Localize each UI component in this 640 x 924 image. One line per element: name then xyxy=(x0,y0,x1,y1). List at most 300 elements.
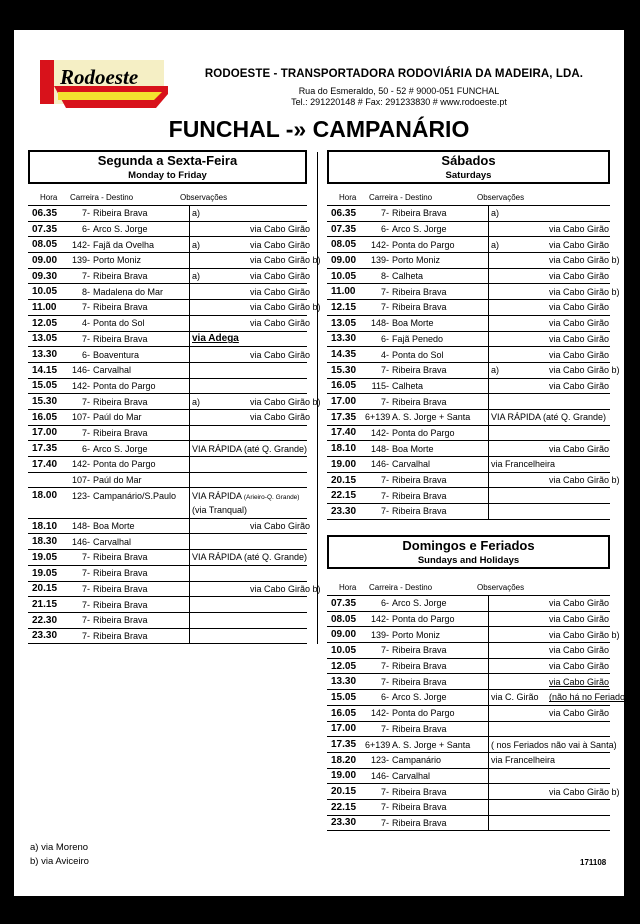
via-note: via Cabo Girão xyxy=(549,643,610,659)
departure-time: 17.00 xyxy=(327,721,365,737)
destination xyxy=(93,503,190,518)
destination: A. S. Jorge + Santa xyxy=(392,737,489,753)
departure-time: 13.30 xyxy=(327,674,365,690)
observation-text: via C. Girão xyxy=(491,692,539,703)
route-number: 7- xyxy=(66,394,93,410)
via-note: via Cabo Girão b) xyxy=(250,394,307,410)
observation-text: via Francelheira xyxy=(491,459,556,470)
table-row xyxy=(327,504,610,520)
via-note: via Cabo Girão b) xyxy=(250,253,307,269)
table-row xyxy=(28,581,307,597)
via-note: via Cabo Girão b) xyxy=(549,253,610,269)
destination: Madalena do Mar xyxy=(93,284,190,300)
route-number: 7- xyxy=(365,784,392,800)
departure-time: 23.30 xyxy=(327,504,365,520)
table-row xyxy=(28,409,307,425)
destination: Ponta do Pargo xyxy=(392,425,489,441)
saturdays-label: Sábados xyxy=(441,153,496,168)
route-number: 7- xyxy=(365,362,392,378)
via-note: via Cabo Girão xyxy=(250,518,307,534)
table-row xyxy=(327,643,610,659)
observation xyxy=(489,441,550,457)
observation xyxy=(489,737,617,753)
via-note xyxy=(250,457,307,473)
destination: Ribeira Brava xyxy=(392,504,489,520)
destination: Ribeira Brava xyxy=(392,362,489,378)
table-row xyxy=(327,611,610,627)
route-number: 7- xyxy=(66,612,93,628)
observation xyxy=(190,237,251,253)
departure-time: 15.05 xyxy=(28,378,66,394)
departure-time: 22.15 xyxy=(327,799,365,815)
departure-time: 16.05 xyxy=(327,378,365,394)
observation xyxy=(190,425,251,441)
observation xyxy=(190,253,251,269)
via-note xyxy=(549,799,610,815)
departure-time: 13.05 xyxy=(28,331,66,347)
departure-time: 17.00 xyxy=(28,425,66,441)
destination: Ribeira Brava xyxy=(392,784,489,800)
via-note xyxy=(549,504,610,520)
route-number: 7- xyxy=(66,300,93,316)
table-row xyxy=(327,674,610,690)
document-code: 171108 xyxy=(580,858,607,867)
weekdays-label-en: Monday to Friday xyxy=(128,170,207,181)
via-note xyxy=(549,721,610,737)
departure-time: 11.00 xyxy=(28,300,66,316)
destination: Boa Morte xyxy=(93,518,190,534)
destination: Arco S. Jorge xyxy=(392,690,489,706)
destination: Boaventura xyxy=(93,347,190,363)
observation-text: via Francelheira xyxy=(491,755,556,766)
departure-time: 08.05 xyxy=(327,237,365,253)
via-note xyxy=(250,425,307,441)
company-name: RODOESTE - TRANSPORTADORA RODOVIÁRIA DA MADEIRA, LDA. xyxy=(204,68,584,80)
departure-time: 21.15 xyxy=(28,597,66,613)
route-number: 148- xyxy=(365,441,392,457)
route-number: 7- xyxy=(66,628,93,644)
destination: Arco S. Jorge xyxy=(392,596,489,611)
departure-time: 09.30 xyxy=(28,268,66,284)
via-note xyxy=(250,472,307,488)
destination: Ribeira Brava xyxy=(93,565,190,581)
destination: Ribeira Brava xyxy=(93,331,190,347)
route-number: 6+139 xyxy=(365,409,392,425)
observation xyxy=(489,799,550,815)
table-row xyxy=(327,284,610,300)
header-obs: Observações xyxy=(477,193,525,202)
route-number: 146- xyxy=(365,457,392,473)
table-row xyxy=(28,612,307,628)
route-number: 115- xyxy=(365,378,392,394)
destination: Ribeira Brava xyxy=(392,488,489,504)
departure-time: 11.00 xyxy=(327,284,365,300)
destination: Ribeira Brava xyxy=(392,658,489,674)
table-row xyxy=(327,815,610,831)
destination: Fajã Penedo xyxy=(392,331,489,347)
departure-time: 18.10 xyxy=(327,441,365,457)
departure-time: 23.30 xyxy=(28,628,66,644)
destination: Fajã da Ovelha xyxy=(93,237,190,253)
route-number: 8- xyxy=(365,268,392,284)
via-note: via Cabo Girão xyxy=(250,409,307,425)
weekdays-section xyxy=(28,150,321,644)
route-number: 142- xyxy=(66,237,93,253)
sundays-column-headers xyxy=(327,579,610,596)
via-note: via Cabo Girão b) xyxy=(549,284,610,300)
observation xyxy=(489,643,550,659)
logo-text: Rodoeste xyxy=(60,65,139,89)
departure-time: 19.05 xyxy=(28,565,66,581)
table-row xyxy=(327,206,610,221)
via-note: via Cabo Girão xyxy=(549,331,610,347)
observation xyxy=(489,409,611,425)
via-note: via Cabo Girão xyxy=(549,658,610,674)
table-row xyxy=(327,705,610,721)
via-note xyxy=(549,206,610,221)
observation-text: ( nos Feriados não vai à Santa) xyxy=(491,739,617,750)
observation xyxy=(190,472,251,488)
observation xyxy=(489,457,611,473)
via-note: via Cabo Girão xyxy=(549,237,610,253)
rodoeste-logo xyxy=(36,56,168,108)
departure-time: 20.15 xyxy=(28,581,66,597)
observation xyxy=(489,378,550,394)
destination: Calheta xyxy=(392,378,489,394)
destination: Ponta do Pargo xyxy=(93,378,190,394)
departure-time: 17.40 xyxy=(28,457,66,473)
via-note: via Cabo Girão b) xyxy=(250,300,307,316)
table-row xyxy=(327,315,610,331)
via-note xyxy=(250,362,307,378)
departure-time: 12.15 xyxy=(327,300,365,316)
observation xyxy=(190,597,251,613)
table-row xyxy=(28,550,307,566)
header-obs: Observações xyxy=(180,193,228,202)
via-note: via Cabo Girão xyxy=(549,674,610,690)
weekdays-column-headers xyxy=(28,189,307,206)
table-row xyxy=(327,596,610,611)
route-number: 7- xyxy=(66,597,93,613)
observation xyxy=(190,565,251,581)
destination: Ribeira Brava xyxy=(392,472,489,488)
address-line: Rua do Esmeraldo, 50 - 52 # 9000-051 FUNCHAL xyxy=(298,86,500,96)
observation xyxy=(489,815,550,831)
observation xyxy=(190,300,251,316)
departure-time: 15.30 xyxy=(327,362,365,378)
via-note xyxy=(250,628,307,644)
observation xyxy=(190,441,308,457)
observation xyxy=(489,425,550,441)
observation xyxy=(489,705,550,721)
table-row xyxy=(327,784,610,800)
route-number: 7- xyxy=(365,721,392,737)
saturdays-label-en: Saturdays xyxy=(445,170,492,181)
via-note xyxy=(549,815,610,831)
departure-time: 14.35 xyxy=(327,347,365,363)
destination: A. S. Jorge + Santa xyxy=(392,409,489,425)
observation-text: a) xyxy=(192,208,201,219)
observation xyxy=(489,627,550,643)
route-number: 107- xyxy=(66,409,93,425)
route-number xyxy=(66,503,93,518)
destination: Ribeira Brava xyxy=(93,268,190,284)
table-row xyxy=(327,457,610,473)
observation-text: a) xyxy=(491,239,500,250)
table-row xyxy=(28,597,307,613)
departure-time: 22.15 xyxy=(327,488,365,504)
via-note xyxy=(250,612,307,628)
route-number: 7- xyxy=(365,815,392,831)
route-number: 6- xyxy=(66,221,93,237)
observation xyxy=(190,206,251,221)
departure-time: 18.30 xyxy=(28,534,66,550)
observation xyxy=(489,284,550,300)
destination: Paúl do Mar xyxy=(93,472,190,488)
table-row xyxy=(327,253,610,269)
observation-text: a) xyxy=(192,396,201,407)
destination: Ponta do Sol xyxy=(93,315,190,331)
destination: Ribeira Brava xyxy=(392,300,489,316)
destination: Ponta do Pargo xyxy=(93,457,190,473)
route-number: 7- xyxy=(365,674,392,690)
observation xyxy=(190,331,251,347)
weekdays-label: Segunda a Sexta-Feira xyxy=(97,153,238,168)
destination: Porto Moniz xyxy=(392,253,489,269)
observation xyxy=(489,674,550,690)
sundays-label-en: Sundays and Holidays xyxy=(417,555,520,566)
route-number: 6+139 xyxy=(365,737,392,753)
route-number: 7- xyxy=(365,206,392,221)
table-row xyxy=(28,534,307,550)
route-number: 107- xyxy=(66,472,93,488)
observation xyxy=(190,488,300,503)
table-row xyxy=(28,284,307,300)
destination: Carvalhal xyxy=(392,768,489,784)
observation xyxy=(489,253,550,269)
observation-text: a) xyxy=(192,271,201,282)
table-row xyxy=(327,721,610,737)
via-note: via Cabo Girão xyxy=(549,596,610,611)
observation xyxy=(489,596,550,611)
departure-time: 14.15 xyxy=(28,362,66,378)
observation xyxy=(489,237,550,253)
departure-time: 06.35 xyxy=(28,206,66,221)
departure-time: 07.35 xyxy=(327,596,365,611)
departure-time: 19.05 xyxy=(28,550,66,566)
observation xyxy=(489,611,550,627)
table-row xyxy=(28,268,307,284)
departure-time xyxy=(28,503,66,518)
route-number: 7- xyxy=(365,658,392,674)
departure-time: 18.00 xyxy=(32,490,58,502)
via-note: via Cabo Girão xyxy=(549,300,610,316)
observation xyxy=(489,488,550,504)
destination: Ribeira Brava xyxy=(392,284,489,300)
sundays-header xyxy=(327,535,610,569)
header-hora: Hora xyxy=(339,583,357,592)
table-row xyxy=(28,362,307,378)
destination: Ribeira Brava xyxy=(392,206,489,221)
departure-time xyxy=(28,472,66,488)
sundays-table xyxy=(327,596,629,831)
timetable-page xyxy=(14,30,629,896)
weekdays-header xyxy=(28,150,307,184)
observation-text: VIA RÁPIDA xyxy=(192,490,243,501)
departure-time: 12.05 xyxy=(28,315,66,331)
observation xyxy=(489,362,550,378)
observation xyxy=(489,300,550,316)
destination: Ribeira Brava xyxy=(392,721,489,737)
page-title: FUNCHAL -» CAMPANÁRIO xyxy=(168,116,470,142)
departure-time: 20.15 xyxy=(327,472,365,488)
observation xyxy=(190,534,251,550)
destination: Porto Moniz xyxy=(93,253,190,269)
via-note: via Cabo Girão b) xyxy=(549,784,610,800)
table-row xyxy=(327,690,610,706)
destination: Ponta do Pargo xyxy=(392,611,489,627)
route-number: 6- xyxy=(365,221,392,237)
via-note: via Cabo Girão xyxy=(549,611,610,627)
route-number: 7- xyxy=(66,565,93,581)
saturdays-header xyxy=(327,150,610,184)
table-row xyxy=(28,237,307,253)
route-number: 7- xyxy=(66,425,93,441)
via-note: via Cabo Girão xyxy=(549,347,610,363)
table-row xyxy=(28,441,307,457)
observation xyxy=(190,315,251,331)
destination: Ribeira Brava xyxy=(93,206,190,221)
route-number: 7- xyxy=(365,284,392,300)
destination: Ribeira Brava xyxy=(93,425,190,441)
route-number: 7- xyxy=(66,581,93,597)
table-row xyxy=(327,331,610,347)
via-note xyxy=(549,394,610,410)
table-row xyxy=(28,518,307,534)
route-number: 7- xyxy=(66,550,93,566)
observation xyxy=(489,331,550,347)
destination: Porto Moniz xyxy=(392,627,489,643)
via-note: via Cabo Girão xyxy=(549,221,610,237)
departure-time: 17.35 xyxy=(28,441,66,457)
observation xyxy=(489,768,550,784)
destination: Carvalhal xyxy=(93,362,190,378)
route-number: 7- xyxy=(365,472,392,488)
observation xyxy=(190,347,251,363)
observation xyxy=(489,504,550,520)
destination: Ponta do Sol xyxy=(392,347,489,363)
table-row xyxy=(327,394,610,410)
observation xyxy=(190,362,251,378)
table-row xyxy=(28,206,307,221)
table-row xyxy=(28,221,307,237)
via-note: via Cabo Girão xyxy=(250,268,307,284)
route-number: 148- xyxy=(66,518,93,534)
via-note xyxy=(250,597,307,613)
via-note: via Cabo Girão xyxy=(250,221,307,237)
via-note xyxy=(250,378,307,394)
destination: Arco S. Jorge xyxy=(93,221,190,237)
departure-time: 18.20 xyxy=(327,752,365,768)
header-carreira: Carreira - Destino xyxy=(369,583,433,592)
departure-time: 23.30 xyxy=(327,815,365,831)
table-row xyxy=(327,472,610,488)
header-obs: Observações xyxy=(477,583,525,592)
via-note: via Cabo Girão xyxy=(250,315,307,331)
route-number: 142- xyxy=(365,237,392,253)
observation xyxy=(190,394,251,410)
departure-time: 10.05 xyxy=(28,284,66,300)
table-row xyxy=(28,378,307,394)
table-row xyxy=(28,565,307,581)
departure-time: 19.00 xyxy=(327,457,365,473)
departure-time: 13.30 xyxy=(28,347,66,363)
route-number: 142- xyxy=(365,705,392,721)
observation-text: via Adega xyxy=(192,333,239,345)
destination: Carvalhal xyxy=(392,457,489,473)
route-number: 139- xyxy=(365,253,392,269)
departure-time: 20.15 xyxy=(327,784,365,800)
via-note xyxy=(549,488,610,504)
observation xyxy=(489,347,550,363)
route-number: 7- xyxy=(365,300,392,316)
observation-text: VIA RÁPIDA (até Q. Grande) xyxy=(192,443,308,454)
departure-time: 10.05 xyxy=(327,643,365,659)
table-row xyxy=(327,737,610,753)
departure-time: 09.00 xyxy=(327,627,365,643)
table-row xyxy=(28,457,307,473)
destination: Ribeira Brava xyxy=(392,674,489,690)
destination: Ribeira Brava xyxy=(93,550,190,566)
via-note: via Cabo Girão xyxy=(549,378,610,394)
destination: Ribeira Brava xyxy=(93,394,190,410)
destination: Campanário xyxy=(392,752,489,768)
route-number: 4- xyxy=(365,347,392,363)
route-number: 7- xyxy=(66,206,93,221)
route-number: 139- xyxy=(66,253,93,269)
route-number: 123- xyxy=(365,752,392,768)
route-number: 6- xyxy=(365,690,392,706)
table-row xyxy=(327,658,610,674)
route-number: 7- xyxy=(365,488,392,504)
observation xyxy=(489,472,550,488)
observation xyxy=(190,518,251,534)
route-number: 7- xyxy=(365,504,392,520)
destination: Ponta do Pargo xyxy=(392,705,489,721)
departure-time: 16.05 xyxy=(28,409,66,425)
route-number: 146- xyxy=(365,768,392,784)
departure-time: 13.30 xyxy=(327,331,365,347)
route-number: 7- xyxy=(66,268,93,284)
destination: Boa Morte xyxy=(392,315,489,331)
table-row xyxy=(28,472,307,488)
destination: Campanário/S.Paulo xyxy=(93,488,190,503)
destination: Ribeira Brava xyxy=(93,581,190,597)
departure-time: 07.35 xyxy=(327,221,365,237)
departure-time: 08.05 xyxy=(28,237,66,253)
via-note: via Cabo Girão b) xyxy=(549,362,610,378)
departure-time: 17.00 xyxy=(327,394,365,410)
via-note xyxy=(549,768,610,784)
departure-time: 12.05 xyxy=(327,658,365,674)
table-row xyxy=(28,315,307,331)
table-row xyxy=(28,347,307,363)
table-row xyxy=(28,394,307,410)
departure-time: 17.35 xyxy=(327,409,365,425)
table-row xyxy=(327,221,610,237)
observation xyxy=(489,394,550,410)
route-number: 7- xyxy=(365,799,392,815)
